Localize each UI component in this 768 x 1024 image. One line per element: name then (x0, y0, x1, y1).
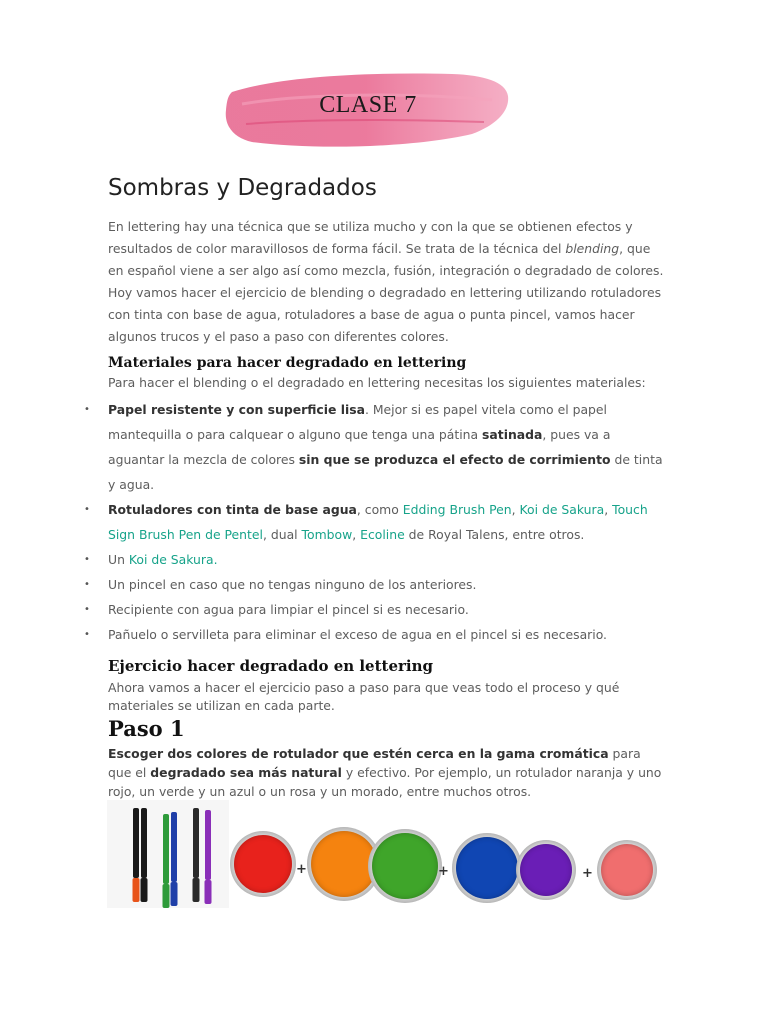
link-ecoline[interactable]: Ecoline (360, 527, 405, 542)
paint-color (234, 835, 292, 893)
bullet-icon: • (84, 504, 90, 515)
intro-text-2: , que en español viene a ser algo así como mezcla, fusión, integración o degradado de colores. Hoy vamos hacer el ejercicio de blending o degradado en lettering utilizando rotuladores con tinta con base de agua, rotuladores a base de agua o punta pincel, vamos hacer algunos trucos y el paso a paso con diferentes colores. (108, 241, 664, 344)
intro-emphasis: blending (565, 241, 620, 256)
pen-cap (205, 880, 212, 904)
intro-paragraph (108, 216, 668, 348)
item-strong: sin que se produzca el efecto de corrimiento (298, 452, 611, 467)
step-strong: Escoger dos colores de rotulador que estén cerca en la gama cromática (108, 746, 609, 761)
item-text: Un (108, 552, 129, 567)
separator: , (511, 502, 520, 517)
link-koi-de-sakura-2[interactable]: Koi de Sakura (128, 552, 214, 567)
item-text: . (213, 552, 218, 567)
pen-body (205, 810, 211, 880)
pen-body (141, 808, 147, 878)
pen-body (133, 808, 139, 878)
bullet-icon: • (84, 604, 90, 615)
item-text: de tinta y agua. (108, 452, 663, 492)
bullet-icon: • (84, 554, 90, 565)
materials-intro: Para hacer el blending o el degradado en lettering necesitas los siguientes materiales: (108, 375, 646, 390)
plus-sign: + (582, 866, 593, 881)
bullet-icon: • (84, 404, 90, 415)
intro-text-1: En lettering hay una técnica que se utiliza mucho y con la que se obtienen efectos y resultados de color maravillosos de forma fácil. Se trata de la técnica del (108, 219, 633, 256)
exercise-intro: Ahora vamos a hacer el ejercicio paso a paso para que veas todo el proceso y qué materiales se utilizan en cada parte. (108, 680, 620, 713)
paint-well (597, 840, 657, 900)
step-text-part: para que el (108, 746, 641, 780)
item-text: . Mejor si es papel vitela como el papel mantequilla o para calquear o alguno que tenga una pátina (108, 402, 607, 442)
paint-well (230, 831, 296, 897)
item-text: de Royal Talens, entre otros. (404, 527, 585, 542)
list-item (84, 497, 664, 547)
item-text: , dual (262, 527, 302, 542)
pen-cap (141, 878, 148, 902)
item-strong: satinada (482, 427, 543, 442)
bullet-icon: • (84, 629, 90, 640)
paint-color (372, 833, 438, 899)
pen-cap (171, 882, 178, 906)
plus-sign: + (296, 862, 307, 877)
bullet-icon: • (84, 579, 90, 590)
item-text: Pañuelo o servilleta para eliminar el exceso de agua en el pincel si es necesario. (108, 627, 608, 642)
list-item (84, 547, 664, 572)
pen-cap (193, 878, 200, 902)
link-edding-brush-pen[interactable]: Edding Brush Pen (402, 502, 512, 517)
separator: , (604, 502, 613, 517)
item-text: Un pincel en caso que no tengas ninguno de los anteriores. (108, 577, 477, 592)
plus-sign: + (438, 864, 449, 879)
step-text (108, 744, 663, 801)
paint-well (368, 829, 442, 903)
materials-list (84, 397, 664, 647)
materials-heading: Materiales para hacer degradado en lettering (108, 355, 467, 371)
item-text: , pues va a aguantar la mezcla de colores (108, 427, 611, 467)
item-text: Recipiente con agua para limpiar el pincel si es necesario. (108, 602, 469, 617)
paint-well (516, 840, 576, 900)
step-text-part: y efectivo. Por ejemplo, un rotulador naranja y uno rojo, un verde y un azul o un rosa y un morado, entre muchos otros. (108, 765, 662, 799)
paint-color (456, 837, 518, 899)
paint-color (520, 844, 572, 896)
step-title: Paso 1 (108, 716, 185, 741)
link-touch-sign-brush-pen[interactable]: Touch Sign Brush Pen de Pentel (108, 502, 648, 542)
paint-color (601, 844, 653, 896)
step-strong: degradado sea más natural (150, 765, 342, 780)
list-item (84, 572, 664, 597)
item-strong: Rotuladores con tinta de base agua (108, 502, 357, 517)
exercise-heading: Ejercicio hacer degradado en lettering (108, 657, 433, 675)
pen-body (171, 812, 177, 882)
pens-photo (107, 800, 229, 908)
list-item (84, 397, 664, 497)
link-tombow[interactable]: Tombow (301, 527, 353, 542)
link-koi-de-sakura[interactable]: Koi de Sakura (519, 502, 605, 517)
pen-body (163, 814, 169, 884)
section-title: Sombras y Degradados (108, 175, 377, 201)
pen-cap (133, 878, 140, 902)
pen-body (193, 808, 199, 878)
class-label: CLASE 7 (319, 92, 417, 118)
pen-cap (163, 884, 170, 908)
paint-well (452, 833, 522, 903)
separator: , (352, 527, 361, 542)
item-strong: Papel resistente y con superficie lisa (108, 402, 365, 417)
list-item (84, 597, 664, 622)
list-item (84, 622, 664, 647)
item-text: , como (356, 502, 403, 517)
